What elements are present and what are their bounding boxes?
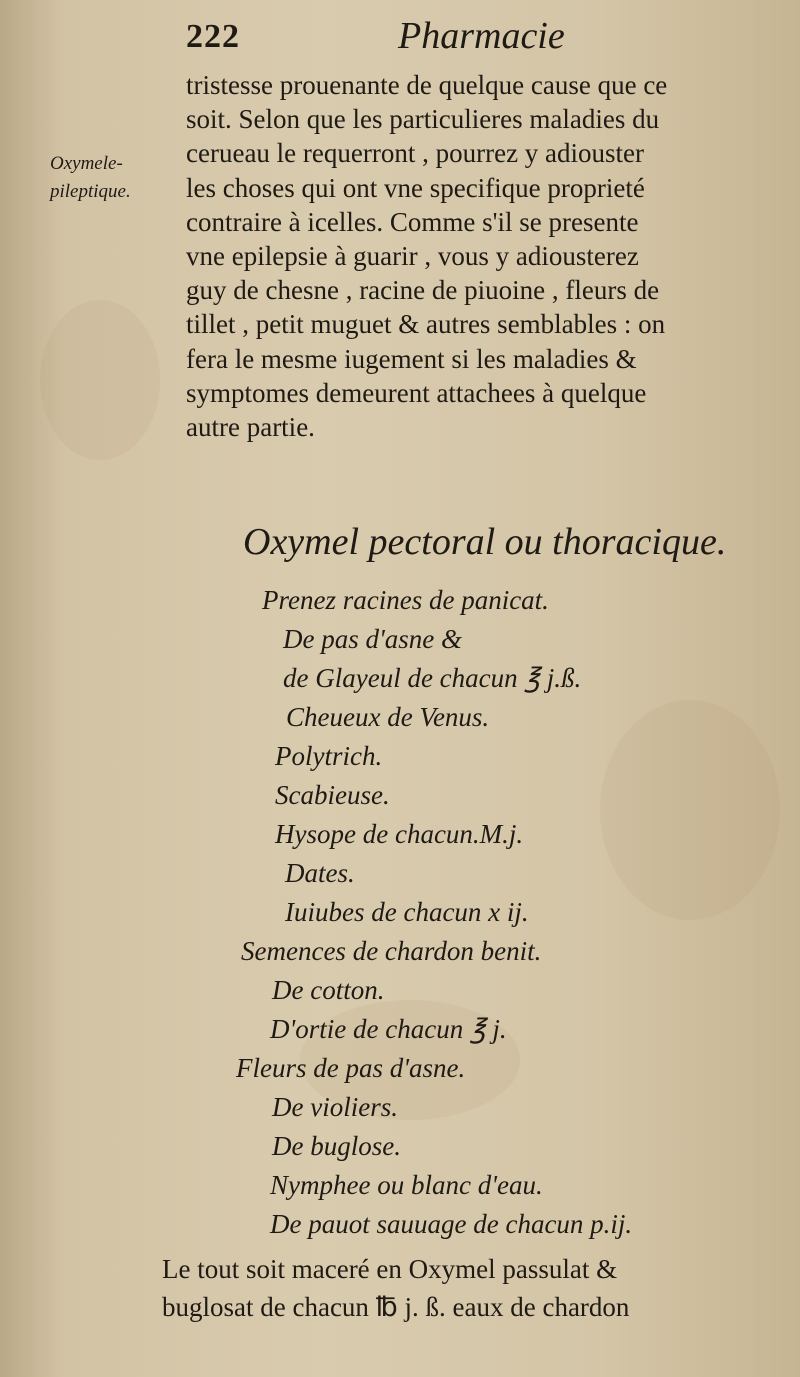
text-line: tristesse prouenante de quelque cause que ce (186, 70, 668, 100)
text-line: soit. Selon que les particulieres maladies du (186, 104, 660, 135)
recipe-line: Cheueux de Venus. (286, 702, 490, 732)
recipe-line: Iuiubes de chacun x ij. (285, 897, 529, 927)
paper-stain (40, 300, 160, 460)
recipe-line: de Glayeul de chacun ℥ j.ß. (283, 663, 582, 693)
recipe-line: Dates. (285, 858, 355, 888)
text-line: symptomes demeurent attachees à quelque (186, 377, 647, 408)
text-line: cerueau le requerront , pourrez y adiouster (186, 138, 645, 169)
body-paragraph (186, 68, 786, 444)
text-line: les choses qui ont vne specifique proprieté (186, 172, 645, 203)
recipe-line: D'ortie de chacun ℥ j. (270, 1014, 507, 1044)
text-line: autre partie. (186, 411, 315, 442)
recipe-line: De pas d'asne & (283, 624, 463, 654)
recipe-line: De cotton. (272, 975, 385, 1005)
recipe-line: De violiers. (272, 1092, 398, 1122)
recipe-line: Prenez racines de panicat. (262, 585, 549, 615)
margin-note (50, 150, 131, 206)
text-line: tillet , petit muguet & autres semblables : on (186, 309, 666, 340)
recipe-line: Nymphee ou blanc d'eau. (270, 1170, 543, 1200)
text-line: Le tout soit maceré en Oxymel passulat & (162, 1254, 618, 1284)
text-line: vne epilepsie à guarir , vous y adiousterez (186, 240, 639, 271)
recipe-line: Polytrich. (275, 741, 383, 771)
recipe-line: De buglose. (272, 1131, 401, 1161)
paper-stain (600, 700, 780, 920)
margin-note-line: pileptique. (50, 181, 131, 202)
recipe-line: De pauot sauuage de chacun p.ij. (270, 1209, 633, 1239)
running-head (0, 14, 800, 64)
recipe-line: Semences de chardon benit. (241, 936, 542, 966)
section-heading: Oxymel pectoral ou thoracique. (243, 521, 727, 563)
text-line: buglosat de chacun ℔ j. ß. eaux de chardon (162, 1292, 630, 1322)
closing-paragraph (162, 1250, 792, 1326)
running-title: Pharmacie (398, 15, 565, 57)
text-line: fera le mesme iugement si les maladies & (186, 343, 637, 374)
page-number: 222 (186, 18, 240, 55)
recipe-line: Hysope de chacun.M.j. (275, 819, 524, 849)
recipe-line: Scabieuse. (275, 780, 390, 810)
text-line: contraire à icelles. Comme s'il se presente (186, 206, 639, 237)
text-line: guy de chesne , racine de piuoine , fleurs de (186, 275, 660, 306)
margin-note-line: Oxymele- (50, 153, 123, 174)
recipe-line: Fleurs de pas d'asne. (236, 1053, 466, 1083)
